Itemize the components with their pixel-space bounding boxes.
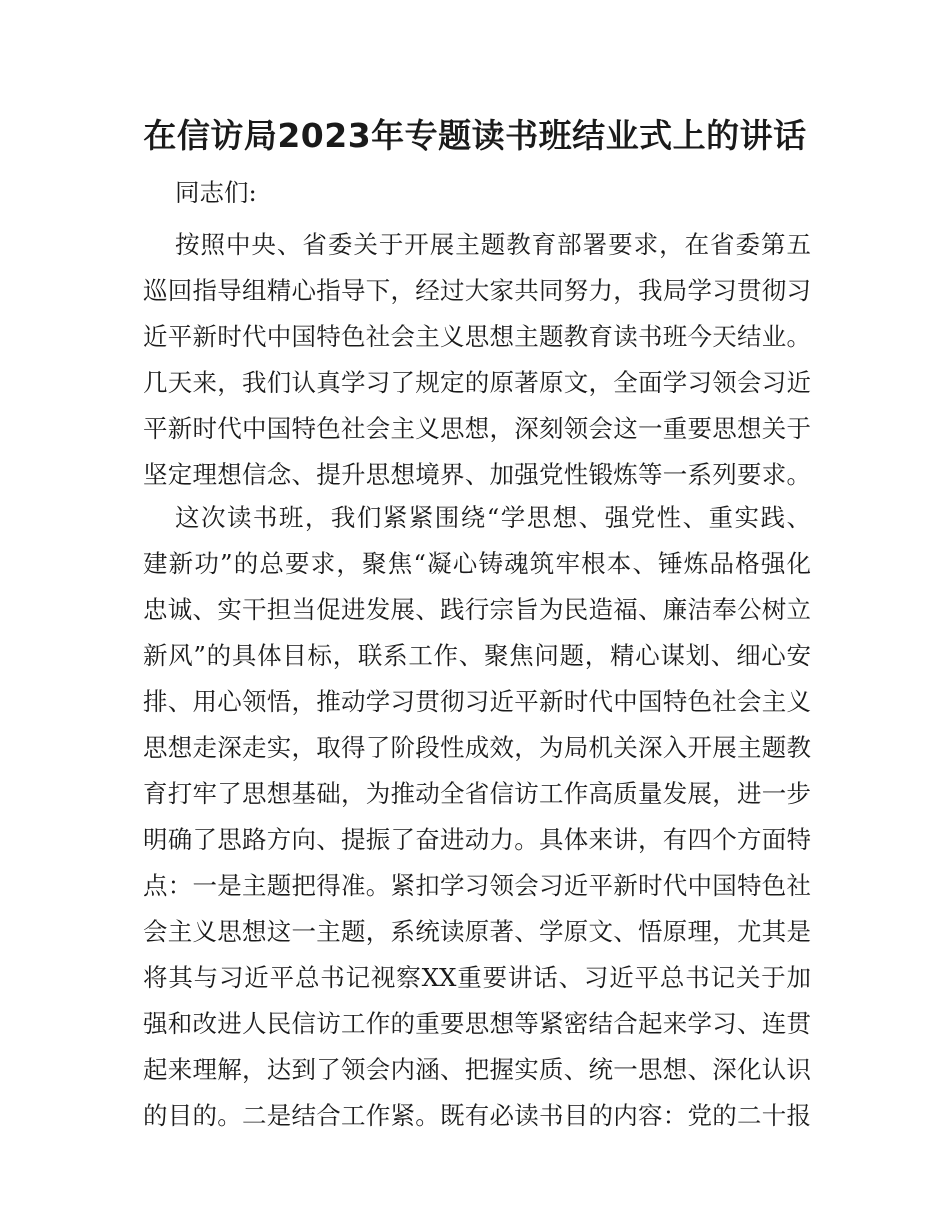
paragraph-line: 忠诚、实干担当促进发展、践行宗旨为民造福、廉洁奉公树立 [143,595,811,624]
paragraph-line: 将其与习近平总书记视察XX重要讲话、习近平总书记关于加 [143,963,811,992]
paragraph-line: 几天来，我们认真学习了规定的原著原文，全面学习领会习近 [143,368,811,397]
paragraph-line: 排、用心领悟，推动学习贯彻习近平新时代中国特色社会主义 [143,687,811,716]
paragraph-line: 近平新时代中国特色社会主义思想主题教育读书班今天结业。 [143,322,811,351]
paragraph-line: 育打牢了思想基础，为推动全省信访工作高质量发展，进一步 [143,779,811,808]
paragraph-line: 建新功”的总要求，聚焦“凝心铸魂筑牢根本、锤炼品格强化 [143,549,811,578]
paragraph-line: 起来理解，达到了领会内涵、把握实质、统一思想、深化认识 [143,1055,811,1084]
paragraph-line: 会主义思想这一主题，系统读原著、学原文、悟原理，尤其是 [143,917,811,946]
paragraph-line: 坚定理想信念、提升思想境界、加强党性锻炼等一系列要求。 [143,460,811,489]
paragraph-line: 的目的。二是结合工作紧。既有必读书目的内容：党的二十报 [143,1101,811,1130]
paragraph-line: 巡回指导组精心指导下，经过大家共同努力，我局学习贯彻习 [143,276,811,305]
paragraph-line: 这次读书班，我们紧紧围绕“学思想、强党性、重实践、 [175,503,811,532]
salutation: 同志们: [175,178,257,207]
paragraph-2 [143,495,811,1139]
paragraph-line: 新风”的具体目标，联系工作、聚焦问题，精心谋划、细心安 [143,641,811,670]
paragraph-line: 平新时代中国特色社会主义思想，深刻领会这一重要思想关于 [143,414,811,443]
paragraph-line: 明确了思路方向、提振了奋进动力。具体来讲，有四个方面特 [143,825,811,854]
paragraph-line: 强和改进人民信访工作的重要思想等紧密结合起来学习、连贯 [143,1009,811,1038]
paragraph-line: 点：一是主题把得准。紧扣学习领会习近平新时代中国特色社 [143,871,811,900]
document-title: 在信访局2023年专题读书班结业式上的讲话 [143,116,807,155]
paragraph-line: 思想走深走实，取得了阶段性成效，为局机关深入开展主题教 [143,733,811,762]
paragraph-line: 按照中央、省委关于开展主题教育部署要求，在省委第五 [175,230,811,259]
paragraph-1 [143,222,811,498]
